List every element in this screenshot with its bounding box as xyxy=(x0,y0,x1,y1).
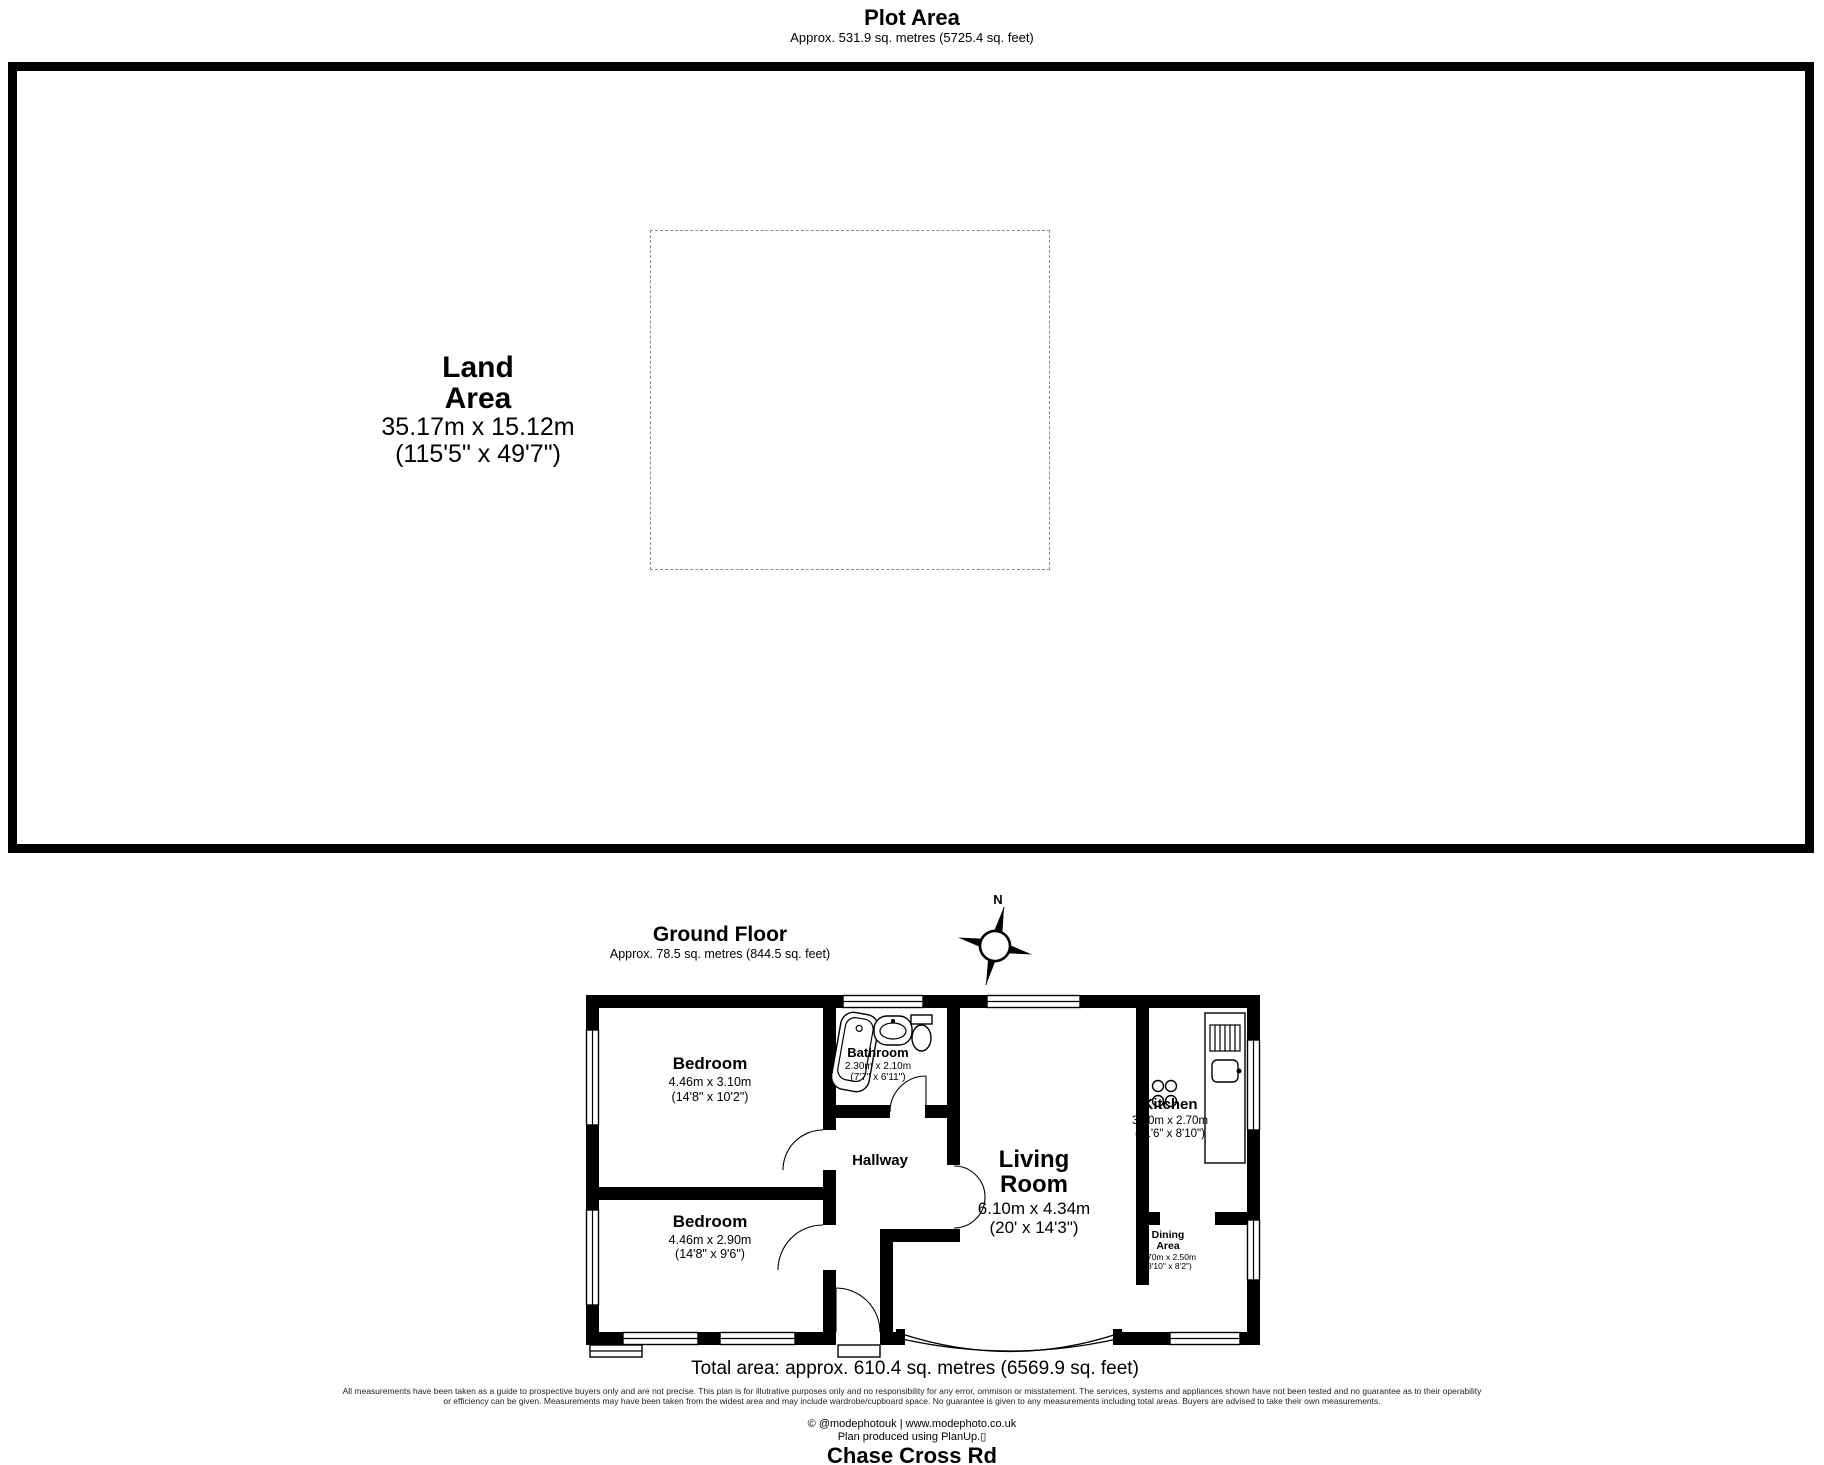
credit-line: © @modephotouk | www.modephoto.co.uk xyxy=(807,1418,1017,1430)
window xyxy=(1248,1040,1260,1130)
window xyxy=(987,996,1080,1008)
entrance-steps xyxy=(590,1345,880,1357)
dining-area-imperial: (8'10" x 8'2") xyxy=(1144,1261,1192,1271)
dining-area-metric: 2.70m x 2.50m xyxy=(1139,1252,1197,1262)
bedroom1-label: Bedroom xyxy=(672,1054,748,1073)
window xyxy=(843,996,923,1008)
compass-rose xyxy=(935,890,1055,1000)
compass-north-label: N xyxy=(993,892,1003,907)
bathroom-imperial: (7'7" x 6'11") xyxy=(850,1072,906,1083)
land-dims-imperial: (115'5" x 49'7") xyxy=(395,440,561,468)
disclaimer-line1: All measurements have been taken as a guide to prospective buyers only and are not precise. This plan is for illutrative purposes only and no responsibility for any error, ommison or misstatement. The services, systems and appliances shown have not been tested and no guarantee as to their operability xyxy=(342,1386,1482,1396)
land-name-line1: Land xyxy=(442,351,514,384)
kitchen-fixtures xyxy=(1153,1013,1246,1163)
plot-subtitle: Approx. 531.9 sq. metres (5725.4 sq. feet) xyxy=(790,30,1034,45)
kitchen-imperial: (11'6" x 8'10") xyxy=(1135,1128,1205,1140)
toilet-icon xyxy=(911,1015,932,1051)
ground-floor-header xyxy=(520,923,920,962)
bathroom-metric: 2.30m x 2.10m xyxy=(844,1061,912,1072)
draining-board-icon xyxy=(1210,1025,1240,1051)
bedroom2-metric: 4.46m x 2.90m xyxy=(668,1233,752,1247)
window xyxy=(587,1030,599,1125)
living-room-label-line2: Room xyxy=(1000,1171,1068,1198)
hallway-label: Hallway xyxy=(852,1152,908,1169)
bedroom1-door-arc xyxy=(783,1130,823,1170)
sink-icon xyxy=(1212,1060,1242,1082)
front-door-arc xyxy=(836,1288,880,1332)
bedroom1-imperial: (14'8" x 10'2") xyxy=(671,1090,749,1104)
land-name-line2: Area xyxy=(444,382,512,415)
basin-icon xyxy=(874,1016,912,1045)
dining-area-label-line1: Dining xyxy=(1151,1229,1185,1241)
plot-header xyxy=(612,6,1212,45)
address-title: Chase Cross Rd xyxy=(827,1443,997,1465)
living-room-metric: 6.10m x 4.34m xyxy=(977,1199,1091,1218)
ground-floor-subtitle: Approx. 78.5 sq. metres (844.5 sq. feet) xyxy=(609,947,831,961)
land-area-label xyxy=(318,352,638,468)
window xyxy=(587,1210,599,1305)
dining-area-label-line2: Area xyxy=(1156,1240,1180,1252)
living-opening-arc-top xyxy=(954,1166,985,1197)
bathroom-label: Bathroom xyxy=(847,1045,909,1060)
total-area-line: Total area: approx. 610.4 sq. metres (6569.9 sq. feet) xyxy=(691,1358,1139,1379)
planup-line: Plan produced using PlanUp.▯ xyxy=(837,1431,987,1443)
window xyxy=(1170,1333,1240,1345)
living-room-imperial: (20' x 14'3") xyxy=(989,1218,1079,1237)
window xyxy=(623,1333,698,1345)
bay-window xyxy=(896,1329,1122,1352)
window xyxy=(720,1333,795,1345)
bedroom2-imperial: (14'8" x 9'6") xyxy=(675,1247,745,1261)
living-room-label-line1: Living xyxy=(998,1146,1070,1173)
ground-floor-plan xyxy=(560,985,1280,1365)
bedroom2-door-arc xyxy=(778,1225,823,1270)
land-dims-metric: 35.17m x 15.12m xyxy=(381,413,575,441)
kitchen-metric: 3.50m x 2.70m xyxy=(1131,1115,1209,1127)
compass-star xyxy=(949,898,1041,993)
land-inner-dashed-outline xyxy=(650,230,1050,570)
plot-title: Plot Area xyxy=(864,5,960,30)
ground-floor-title: Ground Floor xyxy=(652,923,788,946)
window xyxy=(1248,1220,1260,1280)
kitchen-label: Kitchen xyxy=(1142,1096,1198,1113)
disclaimer-line2: or efficiency can be given. Measurements may have been taken from the widest area and may include wardrobe/cupboard space. No guarantee is given to any measurements including total areas. Buyers are advised to take their own measurements. xyxy=(443,1396,1381,1406)
bedroom1-metric: 4.46m x 3.10m xyxy=(668,1075,752,1089)
bedroom2-label: Bedroom xyxy=(672,1212,748,1231)
